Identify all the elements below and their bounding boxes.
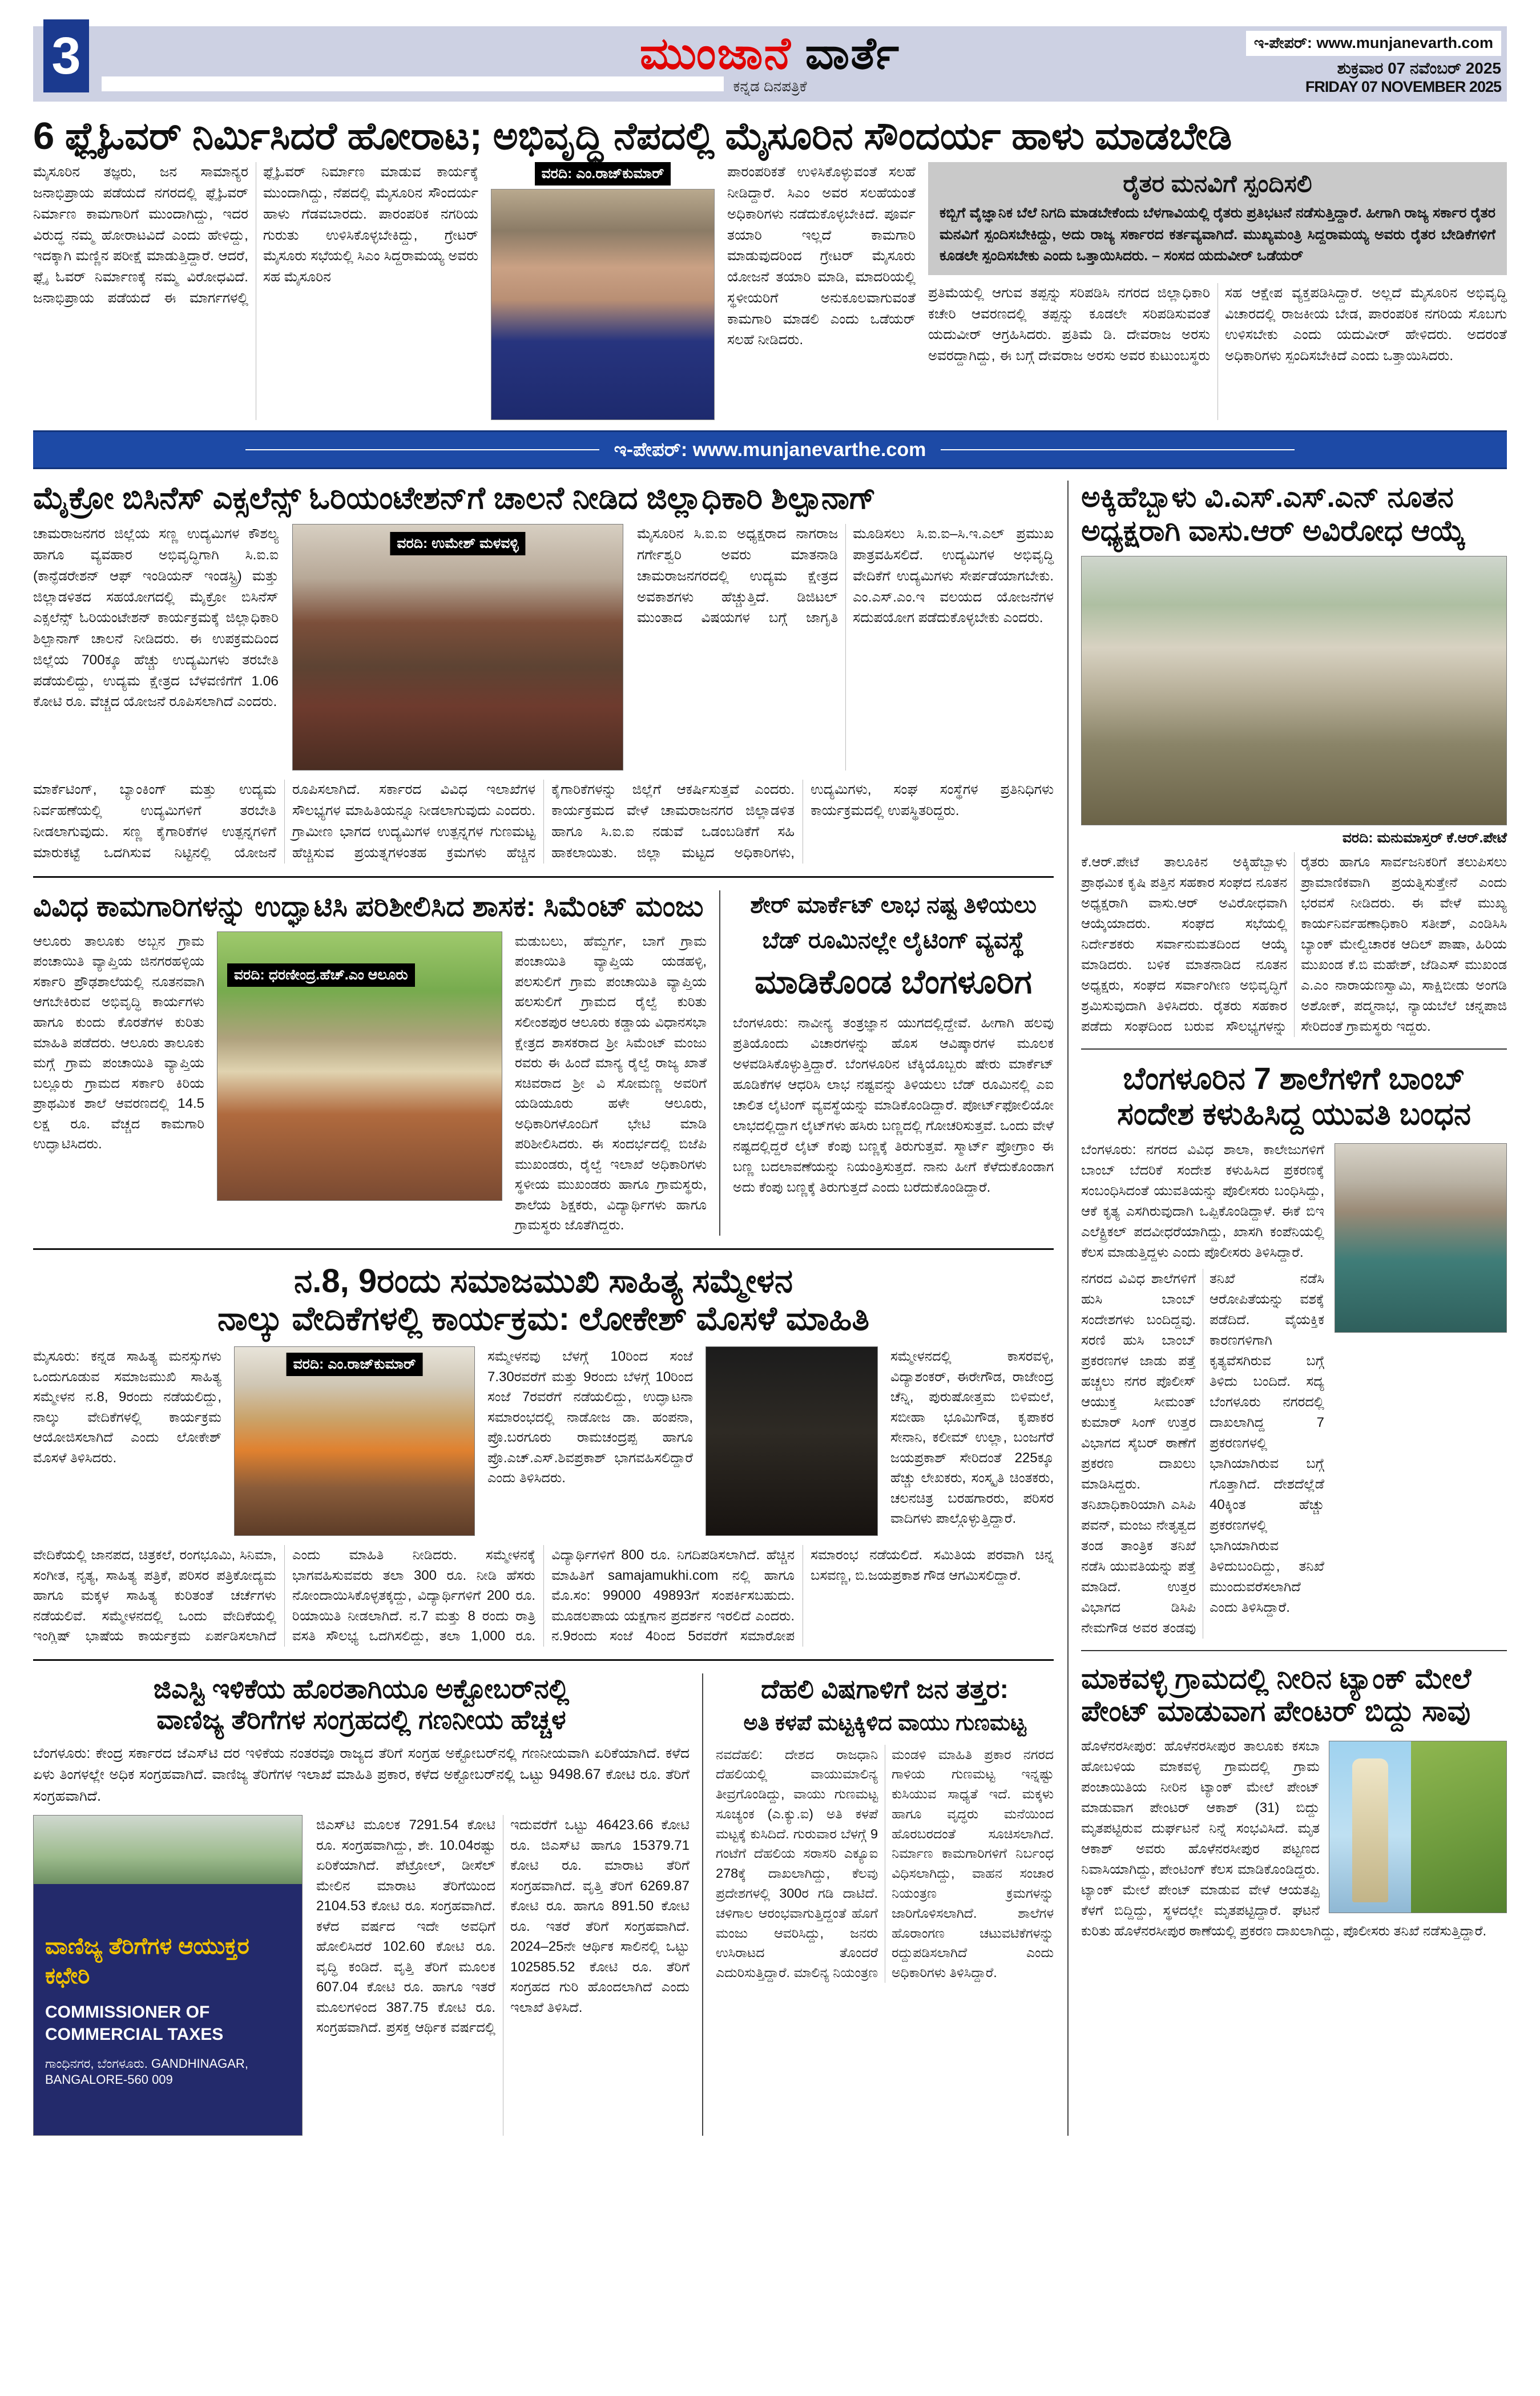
sign-text-kannada: ವಾಣಿಜ್ಯ ತೆರಿಗೆಗಳ ಆಯುಕ್ತರ ಕಛೇರಿ: [45, 1933, 249, 1988]
vssn-caption: ವರದಿ: ಮನುಮಾಸ್ತರ್ ಕೆ.ಆರ್.ಪೇಟೆ: [1342, 829, 1507, 846]
gst-article: [33, 1673, 703, 2136]
sign-text-english: COMMISSIONER OF COMMERCIAL TAXES: [45, 2002, 224, 2044]
vssn-headline: ಅಕ್ಕಿಹೆಬ್ಬಾಳು ವಿ.ಎಸ್.ಎಸ್.ಎನ್ ನೂತನ ಅಧ್ಯಕ್ಷರಾಗಿ ವಾಸು.ಆರ್ ಅವಿರೋಧ ಆಯ್ಕೆ: [1081, 481, 1465, 547]
delhi-body: ನವದೆಹಲಿ: ದೇಶದ ರಾಜಧಾನಿ ದೆಹಲಿಯಲ್ಲಿ ವಾಯುಮಾಲಿನ್ಯ ತೀವ್ರಗೊಂಡಿದ್ದು, ವಾಯು ಗುಣಮಟ್ಟ ಸೂಚ್ಯಂಕ (ಎ.ಕ್ಯು.ಐ) ಅತಿ ಕಳಪೆ ಮಟ್ಟಕ್ಕೆ ಕುಸಿದಿದೆ. ಗುರುವಾರ ಬೆಳಗ್ಗೆ 9 ಗಂಟೆಗೆ ದೆಹಲಿಯ ಸರಾಸರಿ ಎಕ್ಯೂಐ 278ಕ್ಕೆ ದಾಖಲಾಗಿದ್ದು, ಕೆಲವು ಪ್ರದೇಶಗಳಲ್ಲಿ 300ರ ಗಡಿ ದಾಟಿದೆ. ಚಳಿಗಾಲ ಆರಂಭವಾಗುತ್ತಿದ್ದಂತೆ ಹೊಗೆ ಮಂಜು ಆವರಿಸಿದ್ದು, ಜನರು ಉಸಿರಾಟದ ತೊಂದರೆ ಎದುರಿಸುತ್ತಿದ್ದಾರೆ. ಮಾಲಿನ್ಯ ನಿಯಂತ್ರಣ ಮಂಡಳಿ ಮಾಹಿತಿ ಪ್ರಕಾರ ನಗರದ ಗಾಳಿಯ ಗುಣಮಟ್ಟ ಇನ್ನಷ್ಟು ಕುಸಿಯುವ ಸಾಧ್ಯತೆ ಇದೆ. ಮಕ್ಕಳು ಹಾಗೂ ವೃದ್ಧರು ಮನೆಯಿಂದ ಹೊರಬರದಂತೆ ಸೂಚಿಸಲಾಗಿದೆ. ನಿರ್ಮಾಣ ಕಾಮಗಾರಿಗಳಿಗೆ ನಿರ್ಬಂಧ ವಿಧಿಸಲಾಗಿದ್ದು, ವಾಹನ ಸಂಚಾರ ನಿಯಂತ್ರಣ ಕ್ರಮಗಳನ್ನು ಜಾರಿಗೊಳಿಸಲಾಗಿದೆ. ಶಾಲೆಗಳ ಹೊರಾಂಗಣ ಚಟುವಟಿಕೆಗಳನ್ನು ರದ್ದುಪಡಿಸಲಾಗಿದೆ ಎಂದು ಅಧಿಕಾರಿಗಳು ತಿಳಿಸಿದ್ದಾರೆ.: [716, 1746, 1054, 1980]
micro-body-left: ಚಾಮರಾಜನಗರ ಜಿಲ್ಲೆಯ ಸಣ್ಣ ಉದ್ಯಮಿಗಳ ಕೌಶಲ್ಯ ಹಾಗೂ ವ್ಯವಹಾರ ಅಭಿವೃದ್ಧಿಗಾಗಿ ಸಿ.ಐ.ಐ (ಕಾನ್ಫೆಡರೇಶನ್ ಆಫ್ ಇಂಡಿಯನ್ ಇಂಡಸ್ಟ್ರಿ) ಮತ್ತು ಜಿಲ್ಲಾಡಳಿತದ ಸಹಯೋಗದಲ್ಲಿ ಮೈಕ್ರೋ ಬಿಸಿನೆಸ್ ಎಕ್ಸಲೆನ್ಸ್ ಓರಿಯಂಟೇಶನ್ ಕಾರ್ಯಕ್ರಮಕ್ಕೆ ಜಿಲ್ಲಾಧಿಕಾರಿ ಶಿಲ್ಪಾನಾಗ್ ಚಾಲನೆ ನೀಡಿದರು. ಈ ಉಪಕ್ರಮದಿಂದ ಜಿಲ್ಲೆಯ 700ಕ್ಕೂ ಹೆಚ್ಚು ಉದ್ಯಮಿಗಳು ತರಬೇತಿ ಪಡೆಯಲಿದ್ದು, ಉದ್ಯಮ ಕ್ಷೇತ್ರದ ಬೆಳವಣಿಗೆಗೆ 1.06 ಕೋಟಿ ರೂ. ವೆಚ್ಚದ ಯೋಜನೆ ರೂಪಿಸಲಾಗಿದೆ ಎಂದರು.: [33, 526, 279, 710]
sammelana-byline: ವರದಿ: ಎಂ.ರಾಜ್‌ಕುಮಾರ್: [287, 1353, 423, 1376]
shasaka-article: [33, 890, 720, 1235]
lead-body-mid: ಪಾರಂಪರಿಕತೆ ಉಳಿಸಿಕೊಳ್ಳುವಂತೆ ಸಲಹೆ ನೀಡಿದ್ದಾರೆ. ಸಿಎಂ ಅವರ ಸಲಹೆಯಂತೆ ಅಧಿಕಾರಿಗಳು ನಡೆದುಕೊಳ್ಳಬೇಕಿದೆ. ಪೂರ್ವ ತಯಾರಿ ಇಲ್ಲದೆ ಕಾಮಗಾರಿ ಮಾಡುವುದರಿಂದ ಗ್ರೇಟರ್ ಮೈಸೂರು ಯೋಜನೆ ತಯಾರಿ ಮಾಡಿ, ಮಾದರಿಯಲ್ಲಿ ಸ್ಥಳೀಯರಿಗೆ ಅನುಕೂಲವಾಗುವಂತೆ ಕಾಮಗಾರಿ ಮಾಡಲಿ ಎಂದು ಒಡೆಯರ್ ಸಲಹೆ ನೀಡಿದರು.: [727, 164, 916, 348]
share-article: [720, 890, 1054, 1235]
bomb-headline-2: ಸಂದೇಶ ಕಳುಹಿಸಿದ್ದ ಯುವತಿ ಬಂಧನ: [1117, 1096, 1471, 1131]
share-body: ಬೆಂಗಳೂರು: ನಾವೀನ್ಯ ತಂತ್ರಜ್ಞಾನ ಯುಗದಲ್ಲಿದ್ದೇವೆ. ಹೀಗಾಗಿ ಹಲವು ಪ್ರತಿಯೊಂದು ವಿಚಾರಗಳನ್ನು ಹೊಸ ಆವಿಷ್ಕಾರಗಳ ಮೂಲಕ ಅಳವಡಿಸಿಕೊಳ್ಳುತ್ತಿದ್ದಾರೆ. ಬೆಂಗಳೂರಿನ ಟೆಕ್ಕಿಯೊಬ್ಬರು ಷೇರು ಮಾರ್ಕೆಟ್ ಹೂಡಿಕೆಗಳ ಆಧರಿಸಿ ಲಾಭ ನಷ್ಟವನ್ನು ತಿಳಿಯಲು ಬೆಡ್ ರೂಮಿನಲ್ಲಿ ಎಐ ಚಾಲಿತ ಲೈಟಿಂಗ್ ವ್ಯವಸ್ಥೆಯನ್ನು ಮಾಡಿಕೊಂಡಿದ್ದಾರೆ. ಪೋರ್ಟ್‌ಫೋಲಿಯೋ ಲಾಭದಲ್ಲಿದ್ದಾಗ ಲೈಟ್‌ಗಳು ಹಸಿರು ಬಣ್ಣದಲ್ಲಿ ಗೋಚರಿಸುತ್ತವೆ. ಒಂದು ವೇಳೆ ನಷ್ಟದಲ್ಲಿದ್ದರೆ ಲೈಟ್ ಕೆಂಪು ಬಣ್ಣಕ್ಕೆ ತಿರುಗುತ್ತವೆ. ಸ್ಮಾರ್ಟ್ ಪ್ರೋಗ್ರಾಂ ಈ ಬಣ್ಣ ಬದಲಾವಣೆಯನ್ನು ನಿಯಂತ್ರಿಸುತ್ತದೆ. ನಾನು ಹೀಗೆ ಕೆಳೆದುಕೊಂಡಾಗ ಅದು ಕೆಂಪು ಬಣ್ಣಕ್ಕೆ ತಿರುಗುತ್ತದೆ ಎಂದು ಬರೆದುಕೊಂಡಿದ್ದಾರೆ.: [733, 1015, 1054, 1196]
painter-headline-2: ಪೇಂಟ್ ಮಾಡುವಾಗ ಪೇಂಟರ್ ಬಿದ್ದು ಸಾವು: [1081, 1695, 1471, 1728]
lead-photo: [491, 189, 715, 420]
share-headline-2: ಬೆಡ್ ರೂಮಿನಲ್ಲೇ ಲೈಟಿಂಗ್ ವ್ಯವಸ್ಥೆ: [762, 926, 1025, 953]
sign-photo-building: [34, 1816, 302, 1884]
lead-body-right: ಪ್ರತಿಮೆಯಲ್ಲಿ ಆಗುವ ತಪ್ಪನ್ನು ಸರಿಪಡಿಸಿ ನಗರದ ಜಿಲ್ಲಾಧಿಕಾರಿ ಕಚೇರಿ ಆವರಣದಲ್ಲಿ ತಪ್ಪನ್ನು ಕೂಡಲೇ ಸರಿಪಡಿಸುವಂತೆ ಯದುವೀರ್ ಆಗ್ರಹಿಸಿದರು. ಪ್ರತಿಮೆ ಡಿ. ದೇವರಾಜ ಅರಸು ಅವರದ್ದಾಗಿದ್ದು, ಈ ಬಗ್ಗೆ ದೇವರಾಜ ಅರಸು ಅವರ ಕುಟುಂಬಸ್ಥರು ಸಹ ಆಕ್ಷೇಪ ವ್ಯಕ್ತಪಡಿಸಿದ್ದಾರೆ. ಅಲ್ಲದೆ ಮೈಸೂರಿನ ಅಭಿವೃದ್ಧಿ ವಿಚಾರದಲ್ಲಿ ರಾಜಕೀಯ ಬೇಡ, ಪಾರಂಪರಿಕ ನಗರಿಯ ಸೊಬಗು ಉಳಿಸಬೇಕು ಎಂದು ಯದುವೀರ್ ಹೇಳಿದರು. ಅದರಂತೆ ಅಧಿಕಾರಿಗಳು ಸ್ಪಂದಿಸಬೇಕಿದೆ ಎಂದು ಒತ್ತಾಯಿಸಿದರು.: [928, 285, 1507, 364]
sign-text-address: ಗಾಂಧಿನಗರ, ಬೆಂಗಳೂರು. GANDHINAGAR, BANGALORE-560 009: [45, 2056, 248, 2087]
lead-article: [33, 162, 1507, 420]
divider: [33, 1248, 1054, 1250]
gst-headline-2: ವಾಣಿಜ್ಯ ತೆರಿಗೆಗಳ ಸಂಗ್ರಹದಲ್ಲಿ ಗಣನೀಯ ಹೆಚ್ಚಳ: [156, 1704, 566, 1735]
delhi-article: [703, 1673, 1054, 2136]
delhi-headline-1: ದೆಹಲಿ ವಿಷಗಾಳಿಗೆ ಜನ ತತ್ತರ:: [761, 1673, 1009, 1704]
divider: [1081, 1650, 1507, 1651]
epaper-strip-url[interactable]: ಇ-ಪೇಪರ್: www.munjanevarthe.com: [614, 438, 926, 461]
micro-event-photo: [292, 524, 623, 771]
lead-byline: ವರದಿ: ಎಂ.ರಾಜ್‌ಕುಮಾರ್: [535, 162, 671, 185]
epaper-strip: [33, 430, 1507, 469]
water-tank-photo: [1329, 1741, 1507, 1913]
bomb-body-cols: ನಗರದ ವಿವಿಧ ಶಾಲೆಗಳಿಗೆ ಹುಸಿ ಬಾಂಬ್ ಸಂದೇಶಗಳು ಬಂದಿದ್ದವು. ಸರಣಿ ಹುಸಿ ಬಾಂಬ್ ಪ್ರಕರಣಗಳ ಜಾಡು ಪತ್ತೆ ಹಚ್ಚಲು ನಗರ ಪೊಲೀಸ್ ಆಯುಕ್ತ ಸೀಮಂತ್ ಕುಮಾರ್ ಸಿಂಗ್ ಉತ್ತರ ವಿಭಾಗದ ಸೈಬರ್ ಠಾಣೆಗೆ ಪ್ರಕರಣ ದಾಖಲು ಮಾಡಿಸಿದ್ದರು. ತನಿಖಾಧಿಕಾರಿಯಾಗಿ ಎಸಿಪಿ ಪವನ್, ಮಂಜು ನೇತೃತ್ವದ ತಂಡ ತಾಂತ್ರಿಕ ತನಿಖೆ ನಡೆಸಿ ಯುವತಿಯನ್ನು ಪತ್ತೆ ಮಾಡಿದೆ. ಉತ್ತರ ವಿಭಾಗದ ಡಿಸಿಪಿ ನೇಮಗೌಡ ಅವರ ತಂಡವು ತನಿಖೆ ನಡೆಸಿ ಆರೋಪಿತೆಯನ್ನು ವಶಕ್ಕೆ ಪಡೆದಿದೆ. ವೈಯಕ್ತಿಕ ಕಾರಣಗಳಿಗಾಗಿ ಕೃತ್ಯವೆಸಗಿರುವ ಬಗ್ಗೆ ತಿಳಿದು ಬಂದಿದೆ. ಸದ್ಯ ಬೆಂಗಳೂರು ನಗರದಲ್ಲಿ ದಾಖಲಾಗಿದ್ದ 7 ಪ್ರಕರಣಗಳಲ್ಲಿ ಭಾಗಿಯಾಗಿರುವ ಬಗ್ಗೆ ಗೊತ್ತಾಗಿದೆ. ದೇಶದೆಲ್ಲೆಡೆ 40ಕ್ಕಿಂತ ಹೆಚ್ಚು ಪ್ರಕರಣಗಳಲ್ಲಿ ಭಾಗಿಯಾಗಿರುವ ತಿಳಿದುಬಂದಿದ್ದು, ತನಿಖೆ ಮುಂದುವರೆಸಲಾಗಿದೆ ಎಂದು ತಿಳಿಸಿದ್ದಾರೆ.: [1081, 1270, 1324, 1636]
sammelana-body-col3: ಸಮ್ಮೇಳನದಲ್ಲಿ ಕಾಸರವಳ್ಳಿ, ವಿದ್ಯಾಶಂಕರ್, ಈರೇಗೌಡ, ರಾಜೇಂದ್ರ ಚೆನ್ನಿ, ಪುರುಷೋತ್ತಮ ಬಿಳಿಮಲೆ, ಸಬೀಹಾ ಭೂಮಿಗೌಡ, ಕೃಪಾಕರ ಸೇನಾನಿ, ಕಲೀಮ್ ಉಲ್ಲಾ, ಬಂಜಗೆರೆ ಜಯಪ್ರಕಾಶ್ ಸೇರಿದಂತೆ 225ಕ್ಕೂ ಹೆಚ್ಚು ಲೇಖಕರು, ಸಂಸ್ಕೃತಿ ಚಿಂತಕರು, ಚಲನಚಿತ್ರ ಬರಹಗಾರರು, ಪರಿಸರ ವಾದಿಗಳು ಪಾಲ್ಗೊಳ್ಳುತ್ತಿದ್ದಾರೆ.: [890, 1349, 1054, 1527]
lead-body-left: ಮೈಸೂರಿನ ತಜ್ಞರು, ಜನ ಸಾಮಾನ್ಯರ ಜನಾಭಿಪ್ರಾಯ ಪಡೆಯದೆ ನಗರದಲ್ಲಿ ಫ್ಲೈಓವರ್ ನಿರ್ಮಾಣ ಕಾಮಗಾರಿಗೆ ಮುಂದಾಗಿದ್ದು, ಇದರ ವಿರುದ್ಧ ನಮ್ಮ ಹೋರಾಟವಿದೆ ಎಂದು ಹೇಳಿದ್ದು, ಇದಕ್ಕಾಗಿ ಮಣ್ಣಿನ ಪರೀಕ್ಷೆ ಮಾಡುತ್ತಿದ್ದಾರೆ. ಆದರೆ, ಫ್ಲೈ ಓವರ್ ನಿರ್ಮಾಣಕ್ಕೆ ನಮ್ಮ ವಿರೋಧವಿದೆ. ಜನಾಭಿಪ್ರಾಯ ಪಡೆಯದೆ ಈ ಮಾರ್ಗಗಳಲ್ಲಿ ಫ್ಲೈಓವರ್ ನಿರ್ಮಾಣ ಮಾಡುವ ಕಾರ್ಯಕ್ಕೆ ಮುಂದಾಗಿದ್ದು, ನೆಪದಲ್ಲಿ ಮೈಸೂರಿನ ಸೌಂದರ್ಯ ಹಾಳು ಗೆಡವಬಾರದು. ಪಾರಂಪರಿಕ ನಗರಿಯ ಗುರುತು ಉಳಿಸಿಕೊಳ್ಳಬೇಕಿದ್ದು, ಗ್ರೇಟರ್ ಮೈಸೂರು ಸಭೆಯಲ್ಲಿ ಸಿಎಂ ಸಿದ್ದರಾಮಯ್ಯ ಅವರು ಸಹ ಮೈಸೂರಿನ: [33, 164, 478, 306]
divider: [33, 1659, 1054, 1661]
sammelana-body-bottom: ವೇದಿಕೆಯಲ್ಲಿ ಜಾನಪದ, ಚಿತ್ರಕಲೆ, ರಂಗಭೂಮಿ, ಸಿನಿಮಾ, ಸಂಗೀತ, ನೃತ್ಯ, ಸಾಹಿತ್ಯ ಪತ್ರಿಕೆ, ಪರಿಸರ ಪತ್ರಿಕೋದ್ಯಮ ಹಾಗೂ ಮಕ್ಕಳ ಸಾಹಿತ್ಯ ಕುರಿತಂತೆ ಚರ್ಚೆಗಳು ನಡೆಯಲಿವೆ. ಸಮ್ಮೇಳನದಲ್ಲಿ ಒಂದು ವೇದಿಕೆಯಲ್ಲಿ ಇಂಗ್ಲಿಷ್ ಭಾಷೆಯ ಕಾರ್ಯಕ್ರಮ ಏರ್ಪಡಿಸಲಾಗಿದೆ ಎಂದು ಮಾಹಿತಿ ನೀಡಿದರು. ಸಮ್ಮೇಳನಕ್ಕೆ ಭಾಗವಹಿಸುವವರು ತಲಾ 300 ರೂ. ನೀಡಿ ಹೆಸರು ನೋಂದಾಯಿಸಿಕೊಳ್ಳತಕ್ಕದ್ದು, ವಿದ್ಯಾರ್ಥಿಗಳಿಗೆ 200 ರೂ. ರಿಯಾಯಿತಿ ನೀಡಲಾಗಿದೆ. ನ.7 ಮತ್ತು 8 ರಂದು ರಾತ್ರಿ ವಸತಿ ಸೌಲಭ್ಯ ಒದಗಿಸಲಿದ್ದು, ತಲಾ 1,000 ರೂ. ವಿದ್ಯಾರ್ಥಿಗಳಿಗೆ 800 ರೂ. ನಿಗದಿಪಡಿಸಲಾಗಿದೆ. ಹೆಚ್ಚಿನ ಮಾಹಿತಿಗೆ samajamukhi.com ನಲ್ಲಿ ಹಾಗೂ ಮೊ.ಸಂ: 99000 49893ಗೆ ಸಂಪರ್ಕಿಸಬಹುದು. ಮೂಡಲಪಾಯ ಯಕ್ಷಗಾನ ಪ್ರದರ್ಶನ ಇರಲಿದೆ ಎಂದರು. ನ.9ರಂದು ಸಂಜೆ 4ರಿಂದ 5ರವರೆಗೆ ಸಮಾರೋಪ ಸಮಾರಂಭ ನಡೆಯಲಿದೆ. ಸಮಿತಿಯ ಪರವಾಗಿ ಚಿನ್ನ ಬಸವಣ್ಣ, ಬಿ.ಜಯಪ್ರಕಾಶ ಗೌಡ ಆಗಮಿಸಲಿದ್ದಾರೆ.: [33, 1547, 1054, 1644]
gst-body: ಜಿಎಸ್‌ಟಿ ಮೂಲಕ 7291.54 ಕೋಟಿ ರೂ. ಸಂಗ್ರಹವಾಗಿದ್ದು, ಶೇ. 10.04ರಷ್ಟು ಏರಿಕೆಯಾಗಿದೆ. ಪೆಟ್ರೋಲ್, ಡೀಸೆಲ್ ಮೇಲಿನ ಮಾರಾಟ ತೆರಿಗೆಯಿಂದ 2104.53 ಕೋಟಿ ರೂ. ಸಂಗ್ರಹವಾಗಿದೆ. ಕಳೆದ ವರ್ಷದ ಇದೇ ಅವಧಿಗೆ ಹೋಲಿಸಿದರೆ 102.60 ಕೋಟಿ ರೂ. ವೃದ್ಧಿ ಕಂಡಿದೆ. ವೃತ್ತಿ ತೆರಿಗೆ ಮೂಲಕ 607.04 ಕೋಟಿ ರೂ. ಹಾಗೂ ಇತರೆ ಮೂಲಗಳಿಂದ 387.75 ಕೋಟಿ ರೂ. ಸಂಗ್ರಹವಾಗಿದೆ. ಪ್ರಸಕ್ತ ಆರ್ಥಿಕ ವರ್ಷದಲ್ಲಿ ಇದುವರೆಗೆ ಒಟ್ಟು 46423.66 ಕೋಟಿ ರೂ. ಜಿಎಸ್‌ಟಿ ಹಾಗೂ 15379.71 ಕೋಟಿ ರೂ. ಮಾರಾಟ ತೆರಿಗೆ ಸಂಗ್ರಹವಾಗಿದೆ. ವೃತ್ತಿ ತೆರಿಗೆ 6269.87 ಕೋಟಿ ರೂ. ಹಾಗೂ 891.50 ಕೋಟಿ ರೂ. ಇತರೆ ತೆರಿಗೆ ಸಂಗ್ರಹವಾಗಿದೆ. 2024–25ನೇ ಆರ್ಥಿಕ ಸಾಲಿನಲ್ಲಿ ಒಟ್ಟು 102585.52 ಕೋಟಿ ರೂ. ತೆರಿಗೆ ಸಂಗ್ರಹದ ಗುರಿ ಹೊಂದಲಾಗಿದೆ ಎಂದು ಇಲಾಖೆ ತಿಳಿಸಿದೆ.: [316, 1817, 690, 2036]
masthead-bar: [33, 26, 1507, 102]
bomb-article: [1081, 1061, 1507, 1639]
farmers-box-title: ರೈತರ ಮನವಿಗೆ ಸ್ಪಂದಿಸಲಿ: [1123, 170, 1312, 197]
painter-body: ಹೊಳೆನರಸೀಪುರ: ಹೊಳೆನರಸೀಪುರ ತಾಲೂಕು ಕಸಬಾ ಹೋಬಳಿಯ ಮಾಕವಳ್ಳಿ ಗ್ರಾಮದಲ್ಲಿ ಗ್ರಾಮ ಪಂಚಾಯಿತಿಯ ನೀರಿನ ಟ್ಯಾಂಕ್ ಮೇಲೆ ಪೇಂಟ್ ಮಾಡುವಾಗ ಪೇಂಟರ್ ಆಕಾಶ್ (31) ಬಿದ್ದು ಮೃತಪಟ್ಟಿರುವ ದುರ್ಘಟನೆ ನಿನ್ನೆ ಸಂಭವಿಸಿದೆ. ಮೃತ ಆಕಾಶ್ ಅವರು ಹೊಳೆನರಸೀಪುರ ಪಟ್ಟಣದ ನಿವಾಸಿಯಾಗಿದ್ದು, ಪೇಂಟಿಂಗ್ ಕೆಲಸ ಮಾಡಿಕೊಂಡಿದ್ದರು. ಟ್ಯಾಂಕ್ ಮೇಲೆ ಪೇಂಟ್ ಮಾಡುವ ವೇಳೆ ಆಯತಪ್ಪಿ ಕೆಳಗೆ ಬಿದ್ದಿದ್ದು, ಸ್ಥಳದಲ್ಲೇ ಮೃತಪಟ್ಟಿದ್ದಾರೆ. ಘಟನೆ ಕುರಿತು ಹೊಳೆನರಸೀಪುರ ಠಾಣೆಯಲ್ಲಿ ಪ್ರಕರಣ ದಾಖಲಾಗಿದ್ದು, ಪೊಲೀಸರು ತನಿಖೆ ನಡೆಸುತ್ತಿದ್ದಾರೆ.: [1081, 1738, 1487, 1939]
shasaka-headline: ವಿವಿಧ ಕಾಮಗಾರಿಗಳನ್ನು ಉದ್ಘಾಟಿಸಿ ಪರಿಶೀಲಿಸಿದ ಶಾಸಕ: ಸಿಮೆಂಟ್ ಮಂಜು: [33, 890, 704, 923]
sammelana-headline-1: ನ.8, 9ರಂದು ಸಮಾಜಮುಖಿ ಸಾಹಿತ್ಯ ಸಮ್ಮೇಳನ: [294, 1262, 793, 1300]
epaper-url[interactable]: ಇ-ಪೇಪರ್: www.munjanevarth.com: [1246, 31, 1501, 56]
divider: [1081, 1048, 1507, 1050]
masthead-title-black: ವಾರ್ತೆ: [805, 28, 901, 78]
lead-headline: 6 ಫ್ಲೈಓವರ್ ನಿರ್ಮಿಸಿದರೆ ಹೋರಾಟ; ಅಭಿವೃದ್ಧಿ ನೆಪದಲ್ಲಿ ಮೈಸೂರಿನ ಸೌಂದರ್ಯ ಹಾಳು ಮಾಡಬೇಡಿ: [33, 115, 1232, 158]
sammelana-body-col1: ಮೈಸೂರು: ಕನ್ನಡ ಸಾಹಿತ್ಯ ಮನಸ್ಸುಗಳು ಒಂದುಗೂಡುವ ಸಮಾಜಮುಖಿ ಸಾಹಿತ್ಯ ಸಮ್ಮೇಳನ ನ.8, 9ರಂದು ನಡೆಯಲಿದ್ದು, ನಾಲ್ಕು ವೇದಿಕೆಗಳಲ್ಲಿ ಕಾರ್ಯಕ್ರಮ ಆಯೋಜಿಸಲಾಗಿದೆ ಎಂದು ಲೋಕೇಶ್ ಮೊಸಳೆ ತಿಳಿಸಿದರು.: [33, 1349, 221, 1466]
micro-article: [33, 481, 1054, 864]
masthead-decor-strip: [102, 76, 724, 91]
micro-body-right: ಮೈಸೂರಿನ ಸಿ.ಐ.ಐ ಅಧ್ಯಕ್ಷರಾದ ನಾಗರಾಜ ಗರ್ಗೇಶ್ವರಿ ಅವರು ಮಾತನಾಡಿ ಚಾಮರಾಜನಗರದಲ್ಲಿ ಉದ್ಯಮ ಕ್ಷೇತ್ರದ ಅವಕಾಶಗಳು ಹೆಚ್ಚುತ್ತಿದೆ. ಡಿಜಿಟಲ್ ಮುಂತಾದ ವಿಷಯಗಳ ಬಗ್ಗೆ ಜಾಗೃತಿ ಮೂಡಿಸಲು ಸಿ.ಐ.ಐ–ಸಿ.ಇ.ಎಲ್ ಪ್ರಮುಖ ಪಾತ್ರವಹಿಸಲಿದೆ. ಉದ್ಯಮಿಗಳ ಅಭಿವೃದ್ಧಿ ವೇದಿಕೆಗೆ ಉದ್ಯಮಿಗಳು ಸೇರ್ಪಡೆಯಾಗಬೇಕು. ಎಂ.ಎಸ್.ಎಂ.ಇ ವಲಯದ ಯೋಜನೆಗಳ ಸದುಪಯೋಗ ಪಡೆದುಕೊಳ್ಳಬೇಕು ಎಂದರು.: [637, 526, 1054, 626]
micro-body-bottom: ಮಾರ್ಕೆಟಿಂಗ್, ಬ್ಯಾಂಕಿಂಗ್ ಮತ್ತು ಉದ್ಯಮ ನಿರ್ವಹಣೆಯಲ್ಲಿ ಉದ್ಯಮಿಗಳಿಗೆ ತರಬೇತಿ ನೀಡಲಾಗುವುದು. ಸಣ್ಣ ಕೈಗಾರಿಕೆಗಳ ಉತ್ಪನ್ನಗಳಿಗೆ ಮಾರುಕಟ್ಟೆ ಒದಗಿಸುವ ನಿಟ್ಟಿನಲ್ಲಿ ಯೋಜನೆ ರೂಪಿಸಲಾಗಿದೆ. ಸರ್ಕಾರದ ವಿವಿಧ ಇಲಾಖೆಗಳ ಸೌಲಭ್ಯಗಳ ಮಾಹಿತಿಯನ್ನೂ ನೀಡಲಾಗುವುದು ಎಂದರು. ಗ್ರಾಮೀಣ ಭಾಗದ ಉದ್ಯಮಿಗಳ ಉತ್ಪನ್ನಗಳ ಗುಣಮಟ್ಟ ಹೆಚ್ಚಿಸುವ ಪ್ರಯತ್ನಗಳಂತಹ ಕ್ರಮಗಳು ಹೆಚ್ಚಿನ ಕೈಗಾರಿಕೆಗಳನ್ನು ಜಿಲ್ಲೆಗೆ ಆಕರ್ಷಿಸುತ್ತವೆ ಎಂದರು. ಕಾರ್ಯಕ್ರಮದ ವೇಳೆ ಚಾಮರಾಜನಗರ ಜಿಲ್ಲಾಡಳಿತ ಹಾಗೂ ಸಿ.ಐ.ಐ ನಡುವೆ ಒಡಂಬಡಿಕೆಗೆ ಸಹಿ ಹಾಕಲಾಯಿತು. ಜಿಲ್ಲಾ ಮಟ್ಟದ ಅಧಿಕಾರಿಗಳು, ಉದ್ಯಮಿಗಳು, ಸಂಘ ಸಂಸ್ಥೆಗಳ ಪ್ರತಿನಿಧಿಗಳು ಕಾರ್ಯಕ್ರಮದಲ್ಲಿ ಉಪಸ್ಥಿತರಿದ್ದರು.: [33, 782, 1054, 861]
gst-headline-1: ಜಿಎಸ್ಟಿ ಇಳಿಕೆಯ ಹೊರತಾಗಿಯೂ ಅಕ್ಟೋಬರ್‌ನಲ್ಲಿ: [153, 1673, 570, 1704]
bomb-body-top: ಬೆಂಗಳೂರು: ನಗರದ ವಿವಿಧ ಶಾಲಾ, ಕಾಲೇಜುಗಳಿಗೆ ಬಾಂಬ್ ಬೆದರಿಕೆ ಸಂದೇಶ ಕಳುಹಿಸಿದ ಪ್ರಕರಣಕ್ಕೆ ಸಂಬಂಧಿಸಿದಂತೆ ಯುವತಿಯನ್ನು ಪೊಲೀಸರು ಬಂಧಿಸಿದ್ದು, ಆಕೆ ಕೃತ್ಯ ಎಸಗಿರುವುದಾಗಿ ಒಪ್ಪಿಕೊಂಡಿದ್ದಾಳೆ. ಈಕೆ ಬಿಇ ಎಲೆಕ್ಟ್ರಿಕಲ್ ಪದವೀಧರೆಯಾಗಿದ್ದು, ಖಾಸಗಿ ಕಂಪೆನಿಯಲ್ಲಿ ಕೆಲಸ ಮಾಡುತ್ತಿದ್ದಳು ಎಂದು ಪೊಲೀಸರು ತಿಳಿಸಿದ್ದಾರೆ.: [1081, 1141, 1324, 1260]
shasaka-byline: ವರದಿ: ಧರಣೀಂದ್ರ.ಹೆಚ್.ಎಂ ಆಲೂರು: [227, 963, 415, 987]
bomb-headline-1: ಬೆಂಗಳೂರಿನ 7 ಶಾಲೆಗಳಿಗೆ ಬಾಂಬ್: [1123, 1061, 1465, 1096]
strip-line-left: [245, 449, 599, 450]
page-number: 3: [43, 19, 89, 92]
micro-byline: ವರದಿ: ಉಮೇಶ್ ಮಳವಳ್ಳಿ: [390, 532, 525, 555]
sammelana-headline-2: ನಾಲ್ಕು ವೇದಿಕೆಗಳಲ್ಲಿ ಕಾರ್ಯಕ್ರಮ: ಲೋಕೇಶ್ ಮೊಸಳೆ ಮಾಹಿತಿ: [217, 1300, 870, 1338]
accused-woman-photo: [1335, 1143, 1507, 1333]
vssn-group-photo: [1081, 556, 1507, 825]
share-headline-1: ಶೇರ್ ಮಾರ್ಕೆಟ್ ಲಾಭ ನಷ್ಟ ತಿಳಿಯಲು: [750, 892, 1037, 918]
farmers-appeal-box: [928, 162, 1507, 275]
vssn-article: [1081, 481, 1507, 1036]
painter-headline-1: ಮಾಕವಳ್ಳಿ ಗ್ರಾಮದಲ್ಲಿ ನೀರಿನ ಟ್ಯಾಂಕ್ ಮೇಲೆ: [1081, 1662, 1472, 1695]
vssn-body: ಕೆ.ಆರ್.ಪೇಟೆ ತಾಲೂಕಿನ ಅಕ್ಕಿಹೆಬ್ಬಾಳು ಪ್ರಾಥಮಿಕ ಕೃಷಿ ಪತ್ತಿನ ಸಹಕಾರ ಸಂಘದ ನೂತನ ಅಧ್ಯಕ್ಷರಾಗಿ ವಾಸು.ಆರ್ ಅವಿರೋಧವಾಗಿ ಆಯ್ಕೆಯಾದರು. ಸಂಘದ ಸಭೆಯಲ್ಲಿ ನಿರ್ದೇಶಕರು ಸರ್ವಾನುಮತದಿಂದ ಆಯ್ಕೆ ಮಾಡಿದರು. ಬಳಿಕ ಮಾತನಾಡಿದ ನೂತನ ಅಧ್ಯಕ್ಷರು, ಸಂಘದ ಸರ್ವಾಂಗೀಣ ಅಭಿವೃದ್ಧಿಗೆ ಶ್ರಮಿಸುವುದಾಗಿ ತಿಳಿಸಿದರು. ರೈತರು ಸಹಕಾರ ಪಡೆದು ಸಂಘದಿಂದ ಬರುವ ಸೌಲಭ್ಯಗಳನ್ನು ರೈತರು ಹಾಗೂ ಸಾರ್ವಜನಿಕರಿಗೆ ತಲುಪಿಸಲು ಪ್ರಾಮಾಣಿಕವಾಗಿ ಪ್ರಯತ್ನಿಸುತ್ತೇನೆ ಎಂದು ಭರವಸೆ ನೀಡಿದರು. ಈ ವೇಳೆ ಮುಖ್ಯ ಕಾರ್ಯನಿರ್ವಹಣಾಧಿಕಾರಿ ಸತೀಶ್, ಎಂಡಿಸಿಸಿ ಬ್ಯಾಂಕ್ ಮೇಲ್ವಿಚಾರಕ ಆದಿಲ್ ಪಾಷಾ, ಹಿರಿಯ ಮುಖಂಡ ಕೆ.ಬಿ ಮಹೇಶ್, ಜೆಡಿಎಸ್ ಮುಖಂಡ ಎ.ಎಂ ನಾರಾಯಣಸ್ವಾಮಿ, ಸಾಕ್ಷಿಬೀಡು ಅಂಗಡಿ ಅಶೋಕ್, ಪದ್ಮನಾಭ, ನ್ಯಾಯಬೆಲೆ ಚನ್ನಪಾಜಿ ಸೇರಿದಂತೆ ಗ್ರಾಮಸ್ಥರು ಇದ್ದರು.: [1081, 854, 1507, 1034]
painter-article: [1081, 1663, 1507, 1942]
date-kannada: ಶುಕ್ರವಾರ 07 ನವೆಂಬರ್ 2025: [1337, 59, 1501, 77]
date-english: FRIDAY 07 NOVEMBER 2025: [1305, 78, 1501, 95]
sammelana-body-col2: ಸಮ್ಮೇಳನವು ಬೆಳಗ್ಗೆ 10ರಿಂದ ಸಂಜೆ 7.30ರವರೆಗೆ ಮತ್ತು 9ರಂದು ಬೆಳಗ್ಗೆ 10ರಿಂದ ಸಂಜೆ 7ರವರೆಗೆ ನಡೆಯಲಿದ್ದು, ಉದ್ಘಾಟನಾ ಸಮಾರಂಭದಲ್ಲಿ ನಾಡೋಜ ಡಾ. ಹಂಪನಾ, ಪ್ರೊ.ಬರಗೂರು ರಾಮಚಂದ್ರಪ್ಪ ಹಾಗೂ ಪ್ರೊ.ಎಚ್.ಎಸ್.ಶಿವಪ್ರಕಾಶ್ ಭಾಗವಹಿಸಲಿದ್ದಾರೆ ಎಂದು ತಿಳಿಸಿದರು.: [487, 1349, 693, 1486]
masthead-title-red: ಮುಂಜಾನೆ: [639, 28, 792, 78]
sammelana-photo-posters: [234, 1346, 475, 1536]
water-tank-image: [1329, 1741, 1411, 1913]
masthead: [639, 28, 901, 95]
gst-intro: ಬೆಂಗಳೂರು: ಕೇಂದ್ರ ಸರ್ಕಾರದ ಜೆಎಸ್‌ಟಿ ದರ ಇಳಿಕೆಯ ನಂತರವೂ ರಾಜ್ಯದ ತೆರಿಗೆ ಸಂಗ್ರಹ ಅಕ್ಟೋಬರ್‌ನಲ್ಲಿ ಗಣನೀಯವಾಗಿ ಏರಿಕೆಯಾಗಿದೆ. ಕಳೆದ ಏಳು ತಿಂಗಳಲ್ಲೇ ಅಧಿಕ ಸಂಗ್ರಹವಾಗಿದೆ. ವಾಣಿಜ್ಯ ತೆರಿಗೆಗಳ ಇಲಾಖೆ ಮಾಹಿತಿ ಪ್ರಕಾರ, ಕಳೆದ ಅಕ್ಟೋಬರ್‌ನಲ್ಲಿ ಒಟ್ಟು 9498.67 ಕೋಟಿ ರೂ. ತೆರಿಗೆ ಸಂಗ್ರಹವಾಗಿದೆ.: [33, 1745, 690, 1804]
commercial-taxes-sign-photo: [33, 1815, 303, 2136]
accident-spot-image: [1411, 1741, 1506, 1913]
shasaka-body-left: ಆಲೂರು ತಾಲೂಕು ಅಬ್ಬನ ಗ್ರಾಮ ಪಂಚಾಯಿತಿ ವ್ಯಾಪ್ತಿಯ ಜಿನಗರಹಳ್ಳಿಯ ಸರ್ಕಾರಿ ಪ್ರೌಢಶಾಲೆಯಲ್ಲಿ ನೂತನವಾಗಿ ಆಗಬೇಕಿರುವ ಅಭಿವೃದ್ಧಿ ಕಾರ್ಯಗಳು ಹಾಗೂ ಕುಂದು ಕೊರತೆಗಳ ಕುರಿತು ಮಾಹಿತಿ ಪಡೆದರು. ಆಲೂರು ತಾಲೂಕು ಮಗ್ಗೆ ಗ್ರಾಮ ಪಂಚಾಯಿತಿ ವ್ಯಾಪ್ತಿಯ ಬಲ್ಲೂರು ಗ್ರಾಮದ ಸರ್ಕಾರಿ ಕಿರಿಯ ಪ್ರಾಥಮಿಕ ಶಾಲೆ ಆವರಣದಲ್ಲಿ 14.5 ಲಕ್ಷ ರೂ. ವೆಚ್ಚದ ಕಾಮಗಾರಿ ಉದ್ಘಾಟಿಸಿದರು.: [33, 933, 204, 1152]
masthead-subtitle: ಕನ್ನಡ ದಿನಪತ್ರಿಕೆ: [733, 78, 807, 95]
sammelana-photo-dark: [706, 1346, 878, 1536]
share-headline-3: ಮಾಡಿಕೊಂಡ ಬೆಂಗಳೂರಿಗ: [755, 963, 1032, 1001]
strip-line-right: [941, 449, 1295, 450]
divider: [33, 876, 1054, 878]
delhi-headline-2: ಅತಿ ಕಳಪೆ ಮಟ್ಟಕ್ಕಿಳಿದ ವಾಯು ಗುಣಮಟ್ಟ: [743, 1711, 1026, 1735]
micro-headline: ಮೈಕ್ರೋ ಬಿಸಿನೆಸ್ ಎಕ್ಸಲೆನ್ಸ್ ಓರಿಯಂಟೇಶನ್‌ಗೆ ಚಾಲನೆ ನೀಡಿದ ಜಿಲ್ಲಾಧಿಕಾರಿ ಶಿಲ್ಪಾನಾಗ್: [33, 481, 876, 516]
farmers-box-text: ಕಬ್ಬಿಗೆ ವೈಜ್ಞಾನಿಕ ಬೆಲೆ ನಿಗದಿ ಮಾಡಬೇಕೆಂದು ಬೆಳಗಾವಿಯಲ್ಲಿ ರೈತರು ಪ್ರತಿಭಟನೆ ನಡೆಸುತ್ತಿದ್ದಾರೆ. ಹೀಗಾಗಿ ರಾಜ್ಯ ಸರ್ಕಾರ ರೈತರ ಮನವಿಗೆ ಸ್ಪಂದಿಸಬೇಕಿದ್ದು, ಅದು ರಾಜ್ಯ ಸರ್ಕಾರದ ಕರ್ತವ್ಯವಾಗಿದೆ. ಮುಖ್ಯಮಂತ್ರಿ ಸಿದ್ದರಾಮಯ್ಯ ಅವರು ರೈತರ ಬೇಡಿಕೆಗಳಿಗೆ ಕೂಡಲೇ ಸ್ಪಂದಿಸಬೇಕು ಎಂದು ಒತ್ತಾಯಿಸಿದರು. – ಸಂಸದ ಯದುವೀರ್ ಒಡೆಯರ್: [940, 205, 1495, 264]
sammelana-article: [33, 1262, 1054, 1647]
shasaka-body-right: ಮಡುಬಲು, ಹೆಮ್ದರ್ಗ, ಬಾಗೆ ಗ್ರಾಮ ಪಂಚಾಯಿತಿ ವ್ಯಾಪ್ತಿಯ ಯಡಹಳ್ಳಿ, ಪಲಸುಲಿಗೆ ಗ್ರಾಮ ಪಂಚಾಯಿತಿ ವ್ಯಾಪ್ತಿಯ ಹಲಸುಲಿಗೆ ಗ್ರಾಮದ ರೈಲ್ವೆ ಕುರಿತು ಸಲೀಂಶಪುರ ಆಲೂರು ಕಡ್ಡಾಯ ವಿಧಾನಸಭಾ ಕ್ಷೇತ್ರದ ಶಾಸಕರಾದ ಶ್ರೀ ಸಿಮೆಂಟ್ ಮಂಜು ರವರು ಈ ಹಿಂದೆ ಮಾನ್ಯ ರೈಲ್ವೆ ರಾಜ್ಯ ಖಾತೆ ಸಚಿವರಾದ ಶ್ರೀ ವಿ ಸೋಮಣ್ಣ ಅವರಿಗೆ ಯಡಿಯೂರು ಹಳೇ ಆಲೂರು, ಅಧಿಕಾರಿಗಳೊಂದಿಗೆ ಭೇಟಿ ಮಾಡಿ ಪರಿಶೀಲಿಸಿದರು. ಈ ಸಂದರ್ಭದಲ್ಲಿ ಬಿಜೆಪಿ ಮುಖಂಡರು, ರೈಲ್ವೆ ಇಲಾಖೆ ಅಧಿಕಾರಿಗಳು ಸ್ಥಳೀಯ ಮುಖಂಡರು ಹಾಗೂ ಗ್ರಾಮಸ್ಥರು, ಶಾಲೆಯ ಶಿಕ್ಷಕರು, ವಿದ್ಯಾರ್ಥಿಗಳು ಹಾಗೂ ಗ್ರಾಮಸ್ಥರು ಜೊತೆಗಿದ್ದರು.: [515, 933, 707, 1233]
